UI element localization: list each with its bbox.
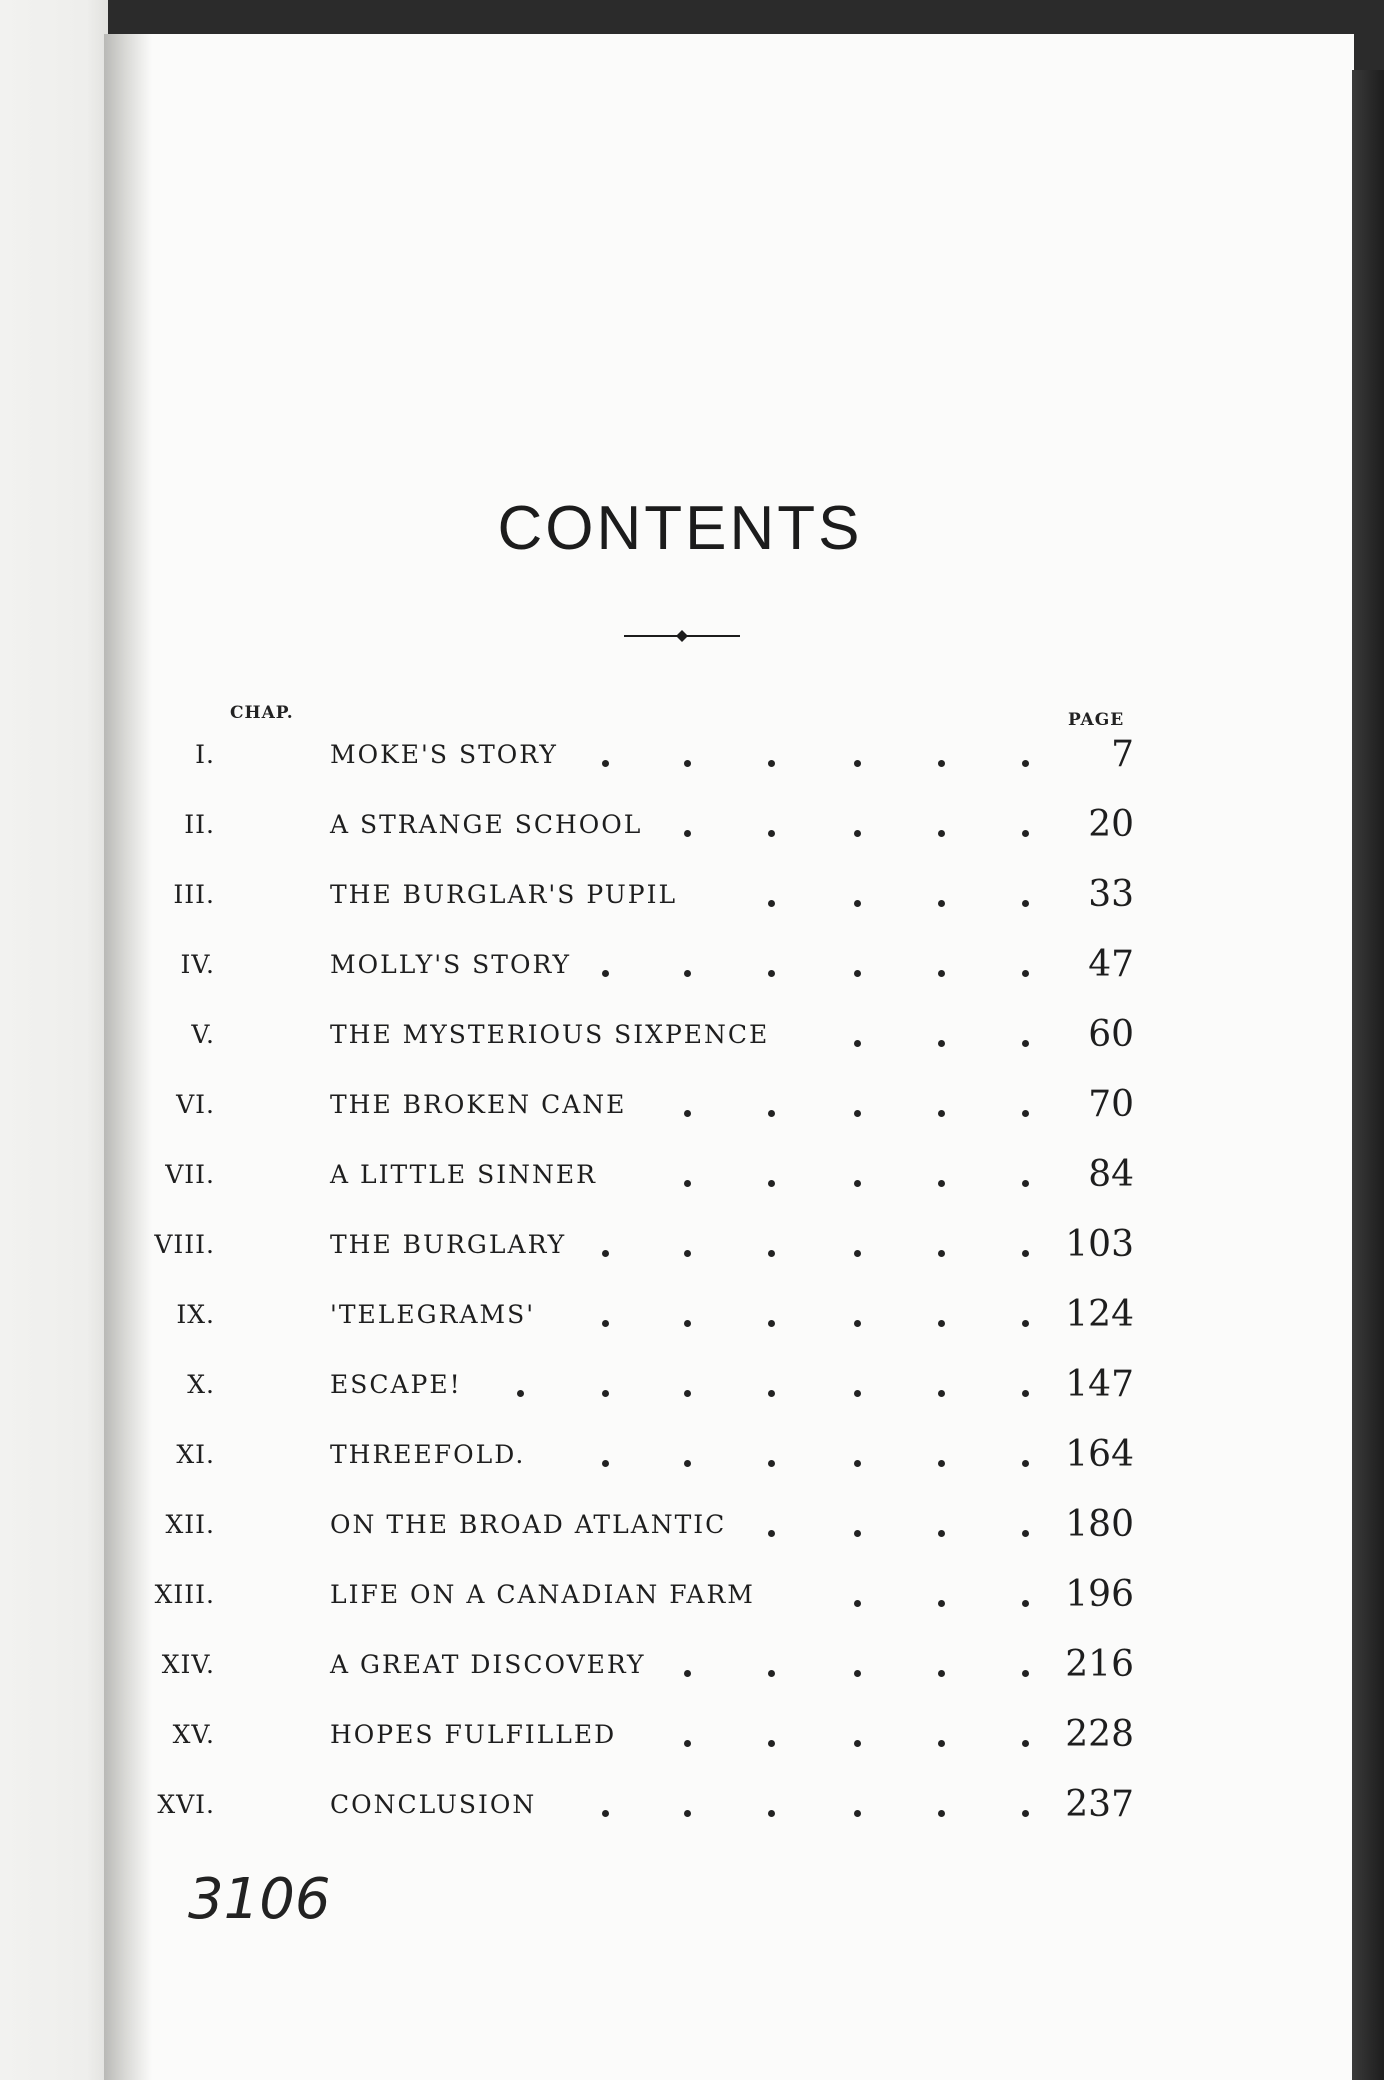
leader-dot [768, 1810, 775, 1817]
leader-dot [1022, 1600, 1029, 1607]
chapter-title: 'TELEGRAMS' [330, 1300, 536, 1329]
page-number: 7 [1111, 734, 1134, 775]
leader-dot [684, 1250, 691, 1257]
leader-dot [684, 1740, 691, 1747]
leader-dot [1022, 900, 1029, 907]
leader-dot [768, 1670, 775, 1677]
leader-dot [854, 1740, 861, 1747]
toc-row [173, 870, 1134, 940]
leader-dot [938, 830, 945, 837]
page-number: 84 [1088, 1154, 1134, 1195]
chapter-title: ON THE BROAD ATLANTIC [330, 1510, 727, 1539]
leader-dot [684, 1670, 691, 1677]
chapter-number: IV. [180, 950, 215, 979]
chapter-number: XII. [165, 1510, 215, 1539]
leader-dot [602, 1320, 609, 1327]
page-title: CONTENTS [497, 494, 863, 563]
chapter-title: THE BURGLARY [330, 1230, 567, 1259]
dot-leader [210, 1570, 1134, 1640]
page-number: 47 [1088, 944, 1134, 985]
leader-dot [684, 1390, 691, 1397]
contents-list [154, 730, 1134, 1850]
chapter-title: THREEFOLD. [330, 1440, 526, 1469]
toc-row [165, 1500, 1134, 1570]
chapter-title: THE BURGLAR'S PUPIL [330, 880, 678, 909]
leader-dot [1022, 970, 1029, 977]
leader-dot [854, 1670, 861, 1677]
chapter-number: II. [184, 810, 215, 839]
toc-row [157, 1780, 1134, 1850]
toc-row [184, 800, 1134, 870]
toc-row [187, 1360, 1134, 1430]
chapter-title: HOPES FULFILLED [330, 1720, 617, 1749]
leader-dot [854, 830, 861, 837]
chapter-number: X. [187, 1370, 215, 1399]
dot-leader [210, 730, 1134, 800]
chap-column-header: CHAP. [230, 703, 294, 723]
page-number: 103 [1065, 1224, 1134, 1265]
leader-dot [684, 1110, 691, 1117]
page-number: 228 [1065, 1714, 1134, 1755]
chapter-number: XI. [176, 1440, 215, 1469]
leader-dot [854, 1040, 861, 1047]
dot-leader [210, 1780, 1134, 1850]
dot-leader [210, 1360, 1134, 1430]
chapter-number: XIV. [161, 1650, 215, 1679]
leader-dot [1022, 1460, 1029, 1467]
toc-row [154, 1220, 1134, 1290]
leader-dot [602, 1460, 609, 1467]
leader-dot [938, 1320, 945, 1327]
page-number: 147 [1065, 1364, 1134, 1405]
dot-leader [210, 1010, 1134, 1080]
leader-dot [938, 1600, 945, 1607]
leader-dot [602, 1810, 609, 1817]
leader-dot [854, 1250, 861, 1257]
leader-dot [1022, 1670, 1029, 1677]
leader-dot [1022, 830, 1029, 837]
leader-dot [768, 1110, 775, 1117]
handwritten-catalog-number [186, 1860, 336, 1930]
dot-leader [210, 940, 1134, 1010]
leader-dot [854, 900, 861, 907]
leader-dot [768, 1390, 775, 1397]
leader-dot [768, 1530, 775, 1537]
leader-dot [938, 1040, 945, 1047]
leader-dot [938, 1670, 945, 1677]
leader-dot [938, 1740, 945, 1747]
dot-leader [210, 870, 1134, 940]
leader-dot [684, 970, 691, 977]
leader-dot [1022, 1740, 1029, 1747]
leader-dot [1022, 1250, 1029, 1257]
page-number: 70 [1088, 1084, 1134, 1125]
leader-dot [684, 760, 691, 767]
dot-leader [210, 1640, 1134, 1710]
leader-dot [684, 1320, 691, 1327]
chapter-number: IX. [176, 1300, 215, 1329]
leader-dot [938, 900, 945, 907]
toc-row [176, 1080, 1134, 1150]
leader-dot [938, 1460, 945, 1467]
leader-dot [768, 900, 775, 907]
leader-dot [854, 760, 861, 767]
chapter-title: THE MYSTERIOUS SIXPENCE [330, 1020, 770, 1049]
leader-dot [768, 1180, 775, 1187]
leader-dot [768, 970, 775, 977]
dot-leader [210, 1430, 1134, 1500]
chapter-title: A GREAT DISCOVERY [330, 1650, 646, 1679]
page-number: 33 [1088, 874, 1134, 915]
leader-dot [768, 1250, 775, 1257]
leader-dot [768, 1740, 775, 1747]
page-number: 124 [1065, 1294, 1134, 1335]
chapter-number: VI. [176, 1090, 215, 1119]
dot-leader [210, 1710, 1134, 1780]
leader-dot [938, 1110, 945, 1117]
page-column-header: PAGE [1068, 710, 1125, 730]
chapter-number: III. [173, 880, 215, 909]
leader-dot [768, 830, 775, 837]
gutter-shadow [104, 34, 152, 2080]
leader-dot [1022, 1040, 1029, 1047]
ornament-divider [624, 628, 740, 644]
leader-dot [602, 760, 609, 767]
leader-dot [938, 1390, 945, 1397]
page-number: 237 [1065, 1784, 1134, 1825]
leader-dot [684, 830, 691, 837]
leader-dot [938, 1250, 945, 1257]
leader-dot [768, 1320, 775, 1327]
dot-leader [210, 800, 1134, 870]
leader-dot [1022, 1810, 1029, 1817]
page-number: 60 [1088, 1014, 1134, 1055]
leader-dot [768, 760, 775, 767]
chapter-title: THE BROKEN CANE [330, 1090, 627, 1119]
chapter-title: A LITTLE SINNER [330, 1160, 597, 1189]
leader-dot [938, 1530, 945, 1537]
toc-row [161, 1640, 1134, 1710]
leader-dot [684, 1180, 691, 1187]
page-number: 196 [1065, 1574, 1134, 1615]
leader-dot [854, 1530, 861, 1537]
leader-dot [602, 1250, 609, 1257]
leader-dot [938, 760, 945, 767]
svg-text:3106: 3106 [188, 1867, 331, 1930]
leader-dot [854, 1810, 861, 1817]
toc-row [154, 1570, 1134, 1640]
dot-leader [210, 1290, 1134, 1360]
leader-dot [1022, 1390, 1029, 1397]
dot-leader [210, 1500, 1134, 1570]
page-number: 20 [1088, 804, 1134, 845]
toc-row [195, 730, 1134, 800]
leader-dot [1022, 1320, 1029, 1327]
page-number: 164 [1065, 1434, 1134, 1475]
leader-dot [938, 970, 945, 977]
leader-dot [602, 970, 609, 977]
chapter-number: VII. [165, 1160, 215, 1189]
leader-dot [938, 1810, 945, 1817]
chapter-title: MOKE'S STORY [330, 740, 558, 769]
leader-dot [1022, 1180, 1029, 1187]
leader-dot [854, 1180, 861, 1187]
chapter-title: LIFE ON A CANADIAN FARM [330, 1580, 755, 1609]
toc-row [191, 1010, 1134, 1080]
leader-dot [684, 1460, 691, 1467]
chapter-title: CONCLUSION [330, 1790, 537, 1819]
leader-dot [854, 1390, 861, 1397]
chapter-number: XV. [172, 1720, 215, 1749]
chapter-number: I. [195, 740, 215, 769]
toc-row [176, 1290, 1134, 1360]
chapter-title: A STRANGE SCHOOL [330, 810, 643, 839]
chapter-number: V. [191, 1020, 215, 1049]
leader-dot [1022, 1110, 1029, 1117]
chapter-number: XIII. [154, 1580, 215, 1609]
page-right-edge [1352, 70, 1384, 2080]
dot-leader [210, 1220, 1134, 1290]
leader-dot [854, 970, 861, 977]
page-number: 216 [1065, 1644, 1134, 1685]
leader-dot [938, 1180, 945, 1187]
leader-dot [854, 1320, 861, 1327]
dot-leader [210, 1080, 1134, 1150]
leader-dot [1022, 1530, 1029, 1537]
facing-page-edge [0, 0, 108, 2080]
leader-dot [854, 1600, 861, 1607]
leader-dot [768, 1460, 775, 1467]
leader-dot [602, 1390, 609, 1397]
leader-dot [1022, 760, 1029, 767]
toc-row [165, 1150, 1134, 1220]
leader-dot [854, 1110, 861, 1117]
chapter-title: ESCAPE! [330, 1370, 462, 1399]
toc-row [176, 1430, 1134, 1500]
page-number: 180 [1065, 1504, 1134, 1545]
chapter-title: MOLLY'S STORY [330, 950, 572, 979]
leader-dot [854, 1460, 861, 1467]
chapter-number: XVI. [157, 1790, 215, 1819]
dot-leader [210, 1150, 1134, 1220]
toc-row [172, 1710, 1134, 1780]
toc-row [180, 940, 1134, 1010]
chapter-number: VIII. [154, 1230, 215, 1259]
leader-dot [517, 1390, 524, 1397]
leader-dot [684, 1810, 691, 1817]
